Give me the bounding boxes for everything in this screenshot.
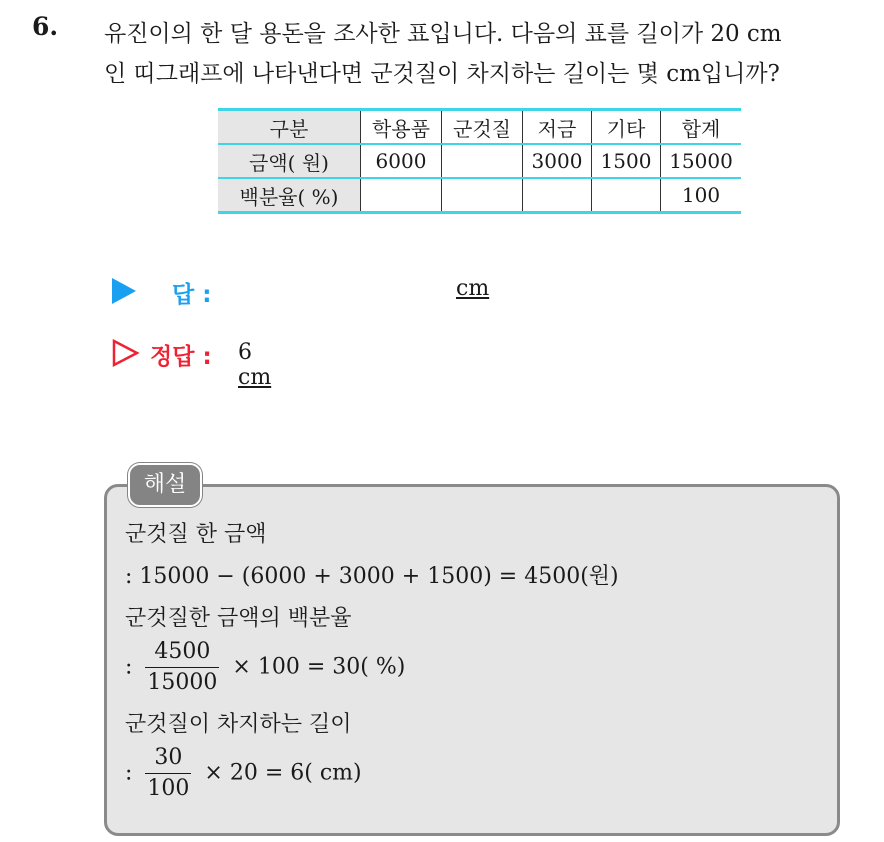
solution-line: 군것질이 차지하는 길이: [125, 712, 352, 737]
table-header-cell: 학용품: [361, 110, 442, 145]
solution-tab: 해설: [128, 463, 202, 507]
question-text: [104, 14, 874, 94]
table-row-label: 금액( 원): [218, 144, 361, 178]
play-triangle-icon: [112, 278, 136, 304]
fraction-denominator: 15000: [147, 670, 218, 695]
table-cell: [442, 144, 523, 178]
correct-answer-value: [238, 340, 271, 390]
solution-expression: × 100 = 30( %): [232, 654, 406, 680]
table-header-cell: 구분: [218, 110, 361, 145]
fraction-numerator: 4500: [145, 637, 219, 668]
fraction: [145, 637, 219, 698]
table-cell: [592, 178, 661, 213]
solution-fraction-line: [125, 637, 405, 698]
fraction-denominator: 100: [147, 776, 190, 801]
table-header-cell: 군것질: [442, 110, 523, 145]
correct-answer-label: 정답 :: [150, 344, 212, 370]
table-row: [218, 178, 741, 213]
table-cell: 3000: [523, 144, 592, 178]
table-cell: [442, 178, 523, 213]
table-header-cell: 기타: [592, 110, 661, 145]
question-number: 6.: [32, 12, 59, 41]
answer-unit: cm: [456, 276, 490, 301]
table-row: [218, 144, 741, 178]
table-header-row: [218, 110, 741, 145]
solution-line: 군것질 한 금액: [125, 522, 267, 547]
question-line-2: 인 띠그래프에 나타낸다면 군것질이 차지하는 길이는 몇 cm입니까?: [104, 61, 780, 87]
solution-colon: :: [125, 654, 133, 680]
table-cell: [523, 178, 592, 213]
outline-triangle-icon: [112, 338, 140, 368]
solution-line: 군것질한 금액의 백분율: [125, 606, 352, 631]
solution-fraction-line: [125, 743, 362, 804]
correct-answer-unit: cm: [238, 365, 272, 390]
fraction: [145, 743, 191, 804]
solution-colon: :: [125, 760, 133, 786]
table-row-label: 백분율( %): [218, 178, 361, 213]
table-cell: 100: [661, 178, 742, 213]
solution-box: [104, 484, 840, 836]
allowance-table: [218, 108, 741, 214]
table-cell: 1500: [592, 144, 661, 178]
table-cell: [361, 178, 442, 213]
table-cell: 6000: [361, 144, 442, 178]
table-cell: 15000: [661, 144, 742, 178]
correct-answer-number: 6: [238, 340, 252, 365]
solution-line: : 15000 − (6000 + 3000 + 1500) = 4500(원): [125, 564, 619, 589]
fraction-numerator: 30: [145, 743, 191, 774]
solution-expression: × 20 = 6( cm): [204, 760, 362, 786]
table-header-cell: 합계: [661, 110, 742, 145]
question-line-1: 유진이의 한 달 용돈을 조사한 표입니다. 다음의 표를 길이가 20 cm: [104, 21, 782, 47]
table-header-cell: 저금: [523, 110, 592, 145]
answer-label: 답 :: [172, 282, 212, 308]
